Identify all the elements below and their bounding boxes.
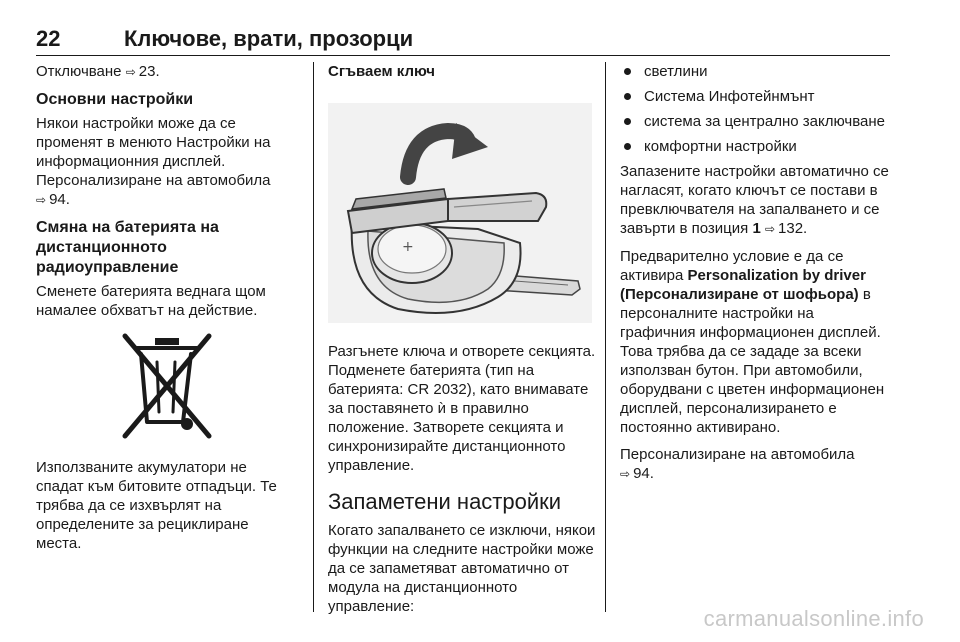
arrow-right-icon: ⇨ [36, 193, 47, 207]
recycling-note: Използваните акумулатори не спадат към битовите отпадъци. Те трябва да се изхвърлят на определените за рециклиране места. [36, 459, 277, 552]
page-reference-link[interactable]: ⇨ 94. [36, 191, 70, 208]
saved-settings-paragraph: Запазените настройки автоматично се нагласят, когато ключът се постави в превключвателя на запалването и се завърти в позиция 1 ⇨ 132. [620, 163, 889, 237]
battery-paragraph: Сменете батерията веднага щом намалее обхватът на действие. [36, 283, 266, 319]
list-item: система за централно заключване [620, 112, 892, 131]
subheading-fold-key: Сгъваем ключ [328, 63, 435, 80]
header-divider [36, 55, 890, 56]
crossed-bin-recycling-icon [117, 332, 217, 440]
page-number: 22 [36, 26, 61, 51]
arrow-right-icon: ⇨ [764, 222, 776, 236]
column-middle [328, 62, 596, 624]
plus-sign: + [402, 239, 414, 255]
list-item: Система Инфотейнмънт [620, 87, 892, 106]
basic-settings-paragraph: Някои настройки може да се променят в менюто Настройки на информационния дисплей. Персонализиране на автомобила ⇨ 94. [36, 115, 271, 208]
arrow-right-icon: ⇨ [620, 467, 631, 481]
intro-paragraph [36, 62, 298, 82]
ignition-position-label: 1 [752, 220, 761, 237]
memory-settings-paragraph: Когато запалването се изключи, някои функции на следните настройки може да се запаметяват автоматично от модула на дистанционното управление: [328, 522, 596, 615]
page-title: Ключове, врати, прозорци [124, 26, 414, 51]
precondition-paragraph: Предварително условие е да се активира Personalization by driver (Персонализиране от шофьора) в персоналните настройки на графичния информационен дисплей. Това трябва да се зададе за всеки използван бутон. При автомобили, оборудвани с цветен информационен дисплей, персонализирането е постоянно активирано. [620, 248, 885, 436]
column-right [620, 62, 892, 492]
memory-settings-list [620, 62, 892, 156]
menu-option-personalization: Personalization by driver (Персонализиране от шофьора) [620, 267, 866, 303]
arrow-right-icon: ⇨ [125, 65, 136, 79]
page-reference-link[interactable]: ⇨ 94. [620, 465, 654, 482]
key-battery-illustration [328, 103, 592, 323]
bullet-icon [624, 118, 631, 125]
bullet-icon [624, 68, 631, 75]
section-heading-memory-settings: Запаметени настройки [328, 489, 562, 514]
intro-text: Отключване [36, 63, 122, 80]
bullet-icon [624, 143, 631, 150]
personalization-paragraph: Персонализиране на автомобила ⇨ 94. [620, 446, 855, 482]
column-left [36, 62, 298, 561]
fold-key-paragraph: Разгънете ключа и отворете секцията. Подменете батерията (тип на батерията: CR 2032), като внимавате за поставянето ѝ в правилно положение. Затворете секцията и синхронизирайте дистанционното управление. [328, 343, 596, 474]
column-divider-1 [313, 62, 314, 612]
section-heading-battery: Смяна на батерията на дистанционното радиоуправление [36, 219, 219, 276]
watermark: carmanualsonline.info [703, 606, 924, 631]
list-item: светлини [620, 62, 892, 81]
column-divider-2 [605, 62, 606, 612]
bullet-icon [624, 93, 631, 100]
section-heading-basic-settings: Основни настройки [36, 91, 194, 108]
page-reference-link[interactable]: ⇨ 132. [764, 220, 808, 237]
page-reference-link[interactable]: ⇨ 23. [125, 63, 160, 80]
list-item: комфортни настройки [620, 137, 892, 156]
page-header [36, 26, 890, 54]
